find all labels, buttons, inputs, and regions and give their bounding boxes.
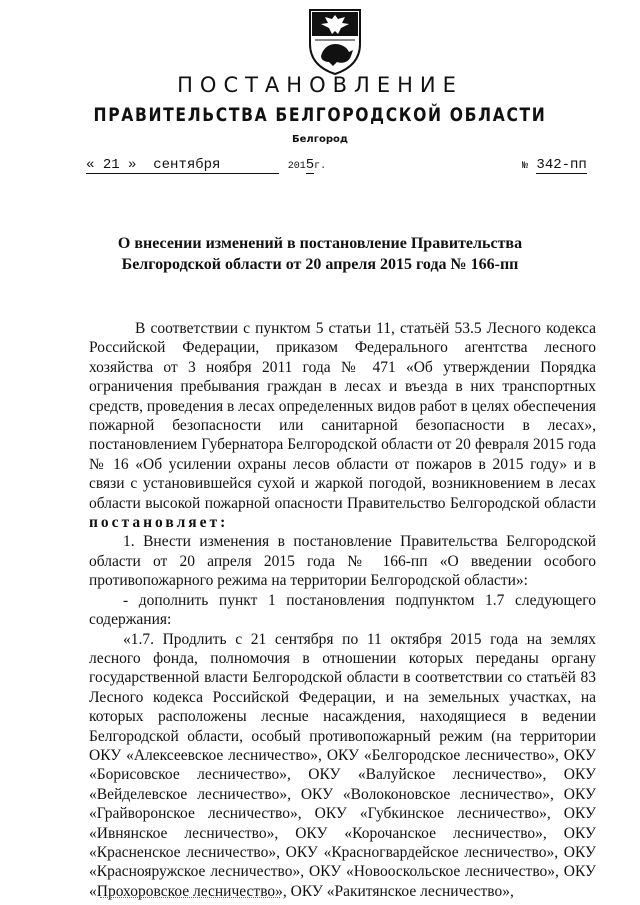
preamble-paragraph: В соответствии с пунктом 5 статьи 11, статьёй 53.5 Лесного кодекса Российской Федерации, приказом Федерального агентства лесного хозяйства от 3 ноября 2011 года № 471 «Об утверждении Порядка ограничения пребывания граждан в лесах и въезда в них транспортных средств, проведения в лесах определенных видов работ в целях обеспечения пожарной безопасности или санитарной безопасности в лесах», постановлением Губернатора Белгородской области от 20 февраля 2015 года № 16 «Об усилении охраны лесов области от пожаров в 2015 году» и в связи с установившейся сухой и жаркой погодой, возникновением в лесах области высокой пожарной опасности Правительство Белгородской области постановляет: bbox=[89, 320, 596, 532]
date-underline: « 21 » сентября bbox=[86, 157, 279, 174]
city-name: Белгород bbox=[292, 134, 348, 145]
subject-line-2: Белгородской области от 20 апреля 2015 года № 166-пп bbox=[121, 256, 519, 273]
document-date: « 21 » сентября 2015г. bbox=[86, 157, 327, 173]
document-number: № 342-пп bbox=[522, 157, 587, 173]
amendment-instruction-paragraph: - дополнить пункт 1 постановления подпунктом 1.7 следующего содержания: bbox=[89, 591, 596, 629]
date-month: сентября bbox=[153, 157, 221, 173]
number-value: 342-пп bbox=[536, 157, 587, 173]
document-type: ПОСТАНОВЛЕНИЕ bbox=[177, 73, 463, 97]
document-body bbox=[89, 319, 596, 901]
issuing-authority: ПРАВИТЕЛЬСТВА БЕЛГОРОДСКОЙ ОБЛАСТИ bbox=[93, 104, 547, 126]
resolution-verb: постановляет: bbox=[89, 514, 229, 532]
date-year: 5 bbox=[305, 157, 315, 173]
date-day: 21 bbox=[102, 157, 120, 173]
document-subject bbox=[0, 233, 640, 275]
new-subclause-paragraph: «1.7. Продлить с 21 сентября по 11 октября 2015 года на землях лесного фонда, полномочия в отношении которых переданы органу государственной власти Белгородской области в соответствии со статьёй 83 Лесного кодекса Российской Федерации, и на земельных участках, на которых расположены лесные насаждения, находящиеся в ведении Белгородской области, особый противопожарный режим (на территории ОКУ «Алексеевское лесничество», ОКУ «Белгородское лесничество», ОКУ «Борисовское лесничество», ОКУ «Валуйское лесничество», ОКУ «Вейделевское лесничество», ОКУ «Волоконовское лесничество», ОКУ «Грайворонское лесничество», ОКУ «Губкинское лесничество», ОКУ «Ивнянское лесничество», ОКУ «Корочанское лесничество», ОКУ «Красненское лесничество», ОКУ «Красногвардейское лесничество», ОКУ «Краснояружское лесничество», ОКУ «Новооскольское лесничество», ОКУ «Прохоровское лесничество», ОКУ «Ракитянское лесничество», bbox=[89, 630, 596, 900]
coat-of-arms-icon bbox=[307, 6, 363, 76]
subject-line-1: О внесении изменений в постановление Правительства bbox=[117, 235, 523, 252]
clause-1-paragraph: 1. Внести изменения в постановление Правительства Белгородской области от 20 апреля 2015 года № 166-пп «О введении особого противопожарного режима на территории Белгородской области»: bbox=[89, 533, 596, 590]
page-bottom-fragment bbox=[100, 897, 280, 901]
